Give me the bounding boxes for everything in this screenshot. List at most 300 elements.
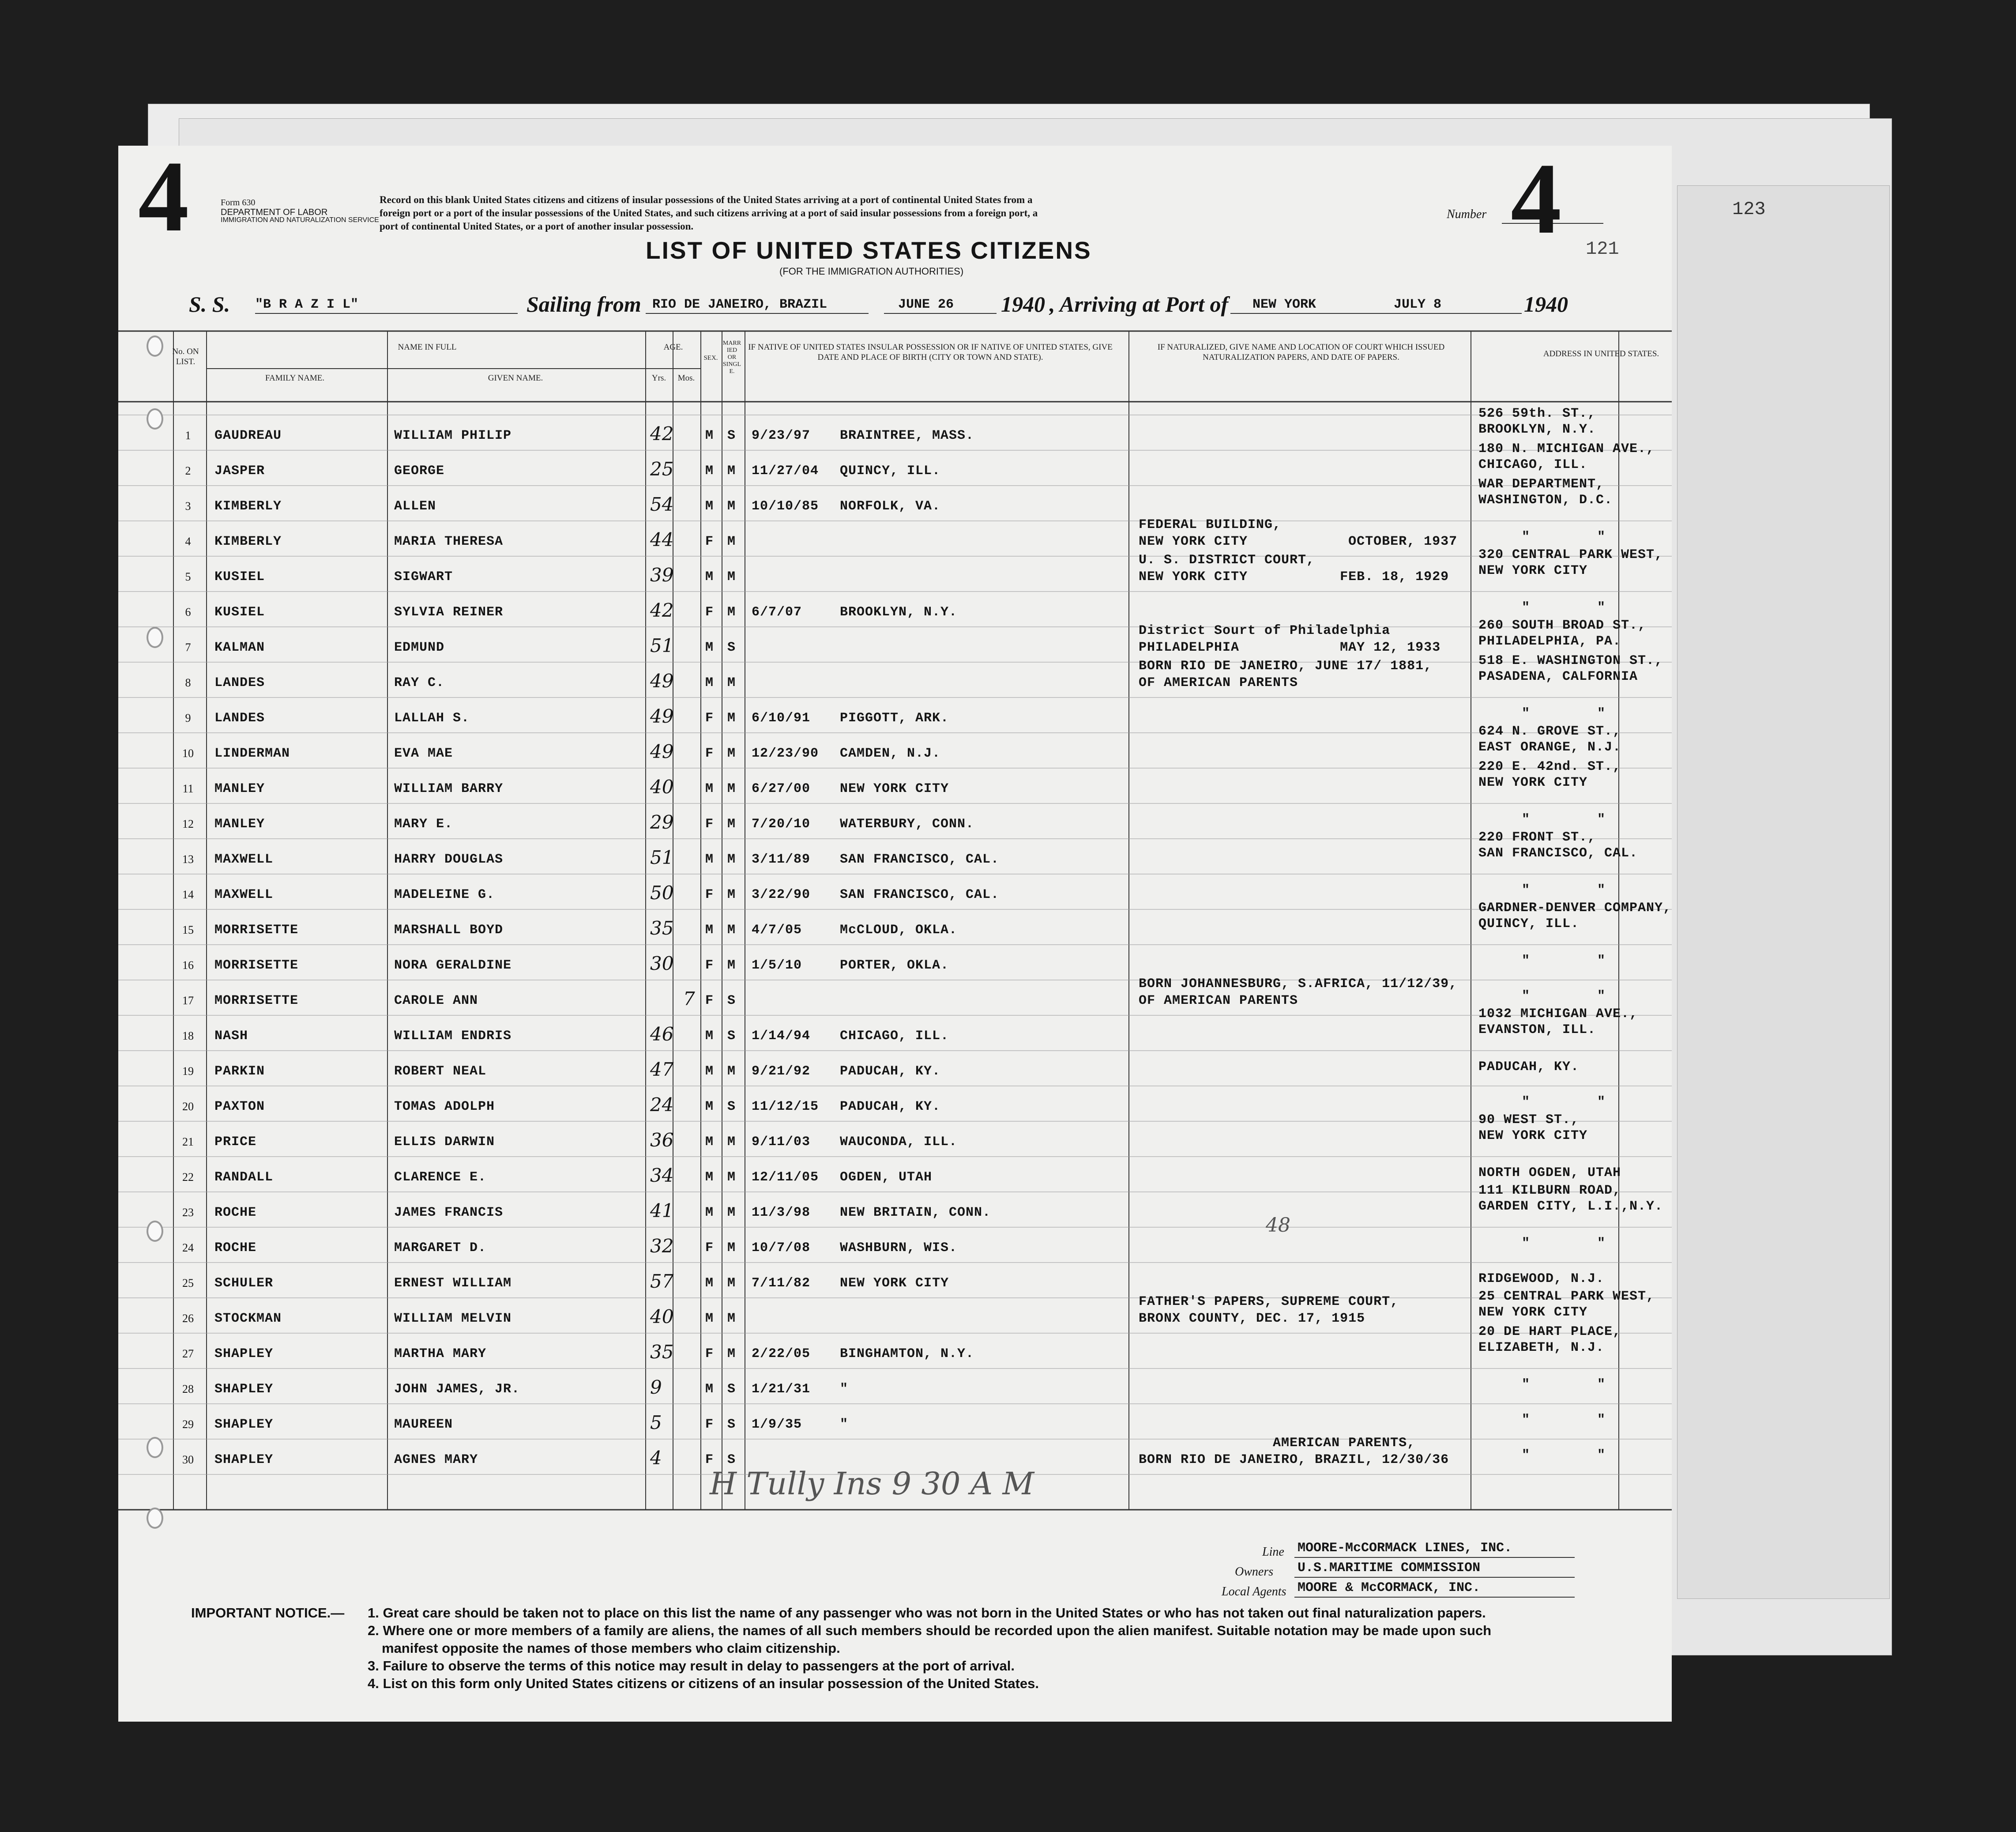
address-line: " " bbox=[1522, 706, 1606, 721]
address-line: EVANSTON, ILL. bbox=[1478, 1022, 1596, 1037]
age-years: 49 bbox=[650, 670, 674, 692]
header-name-in-full: NAME IN FULL bbox=[398, 343, 457, 352]
address-line: " " bbox=[1522, 954, 1606, 969]
given-name: RAY C. bbox=[394, 675, 445, 690]
line-value: MOORE-McCORMACK LINES, INC. bbox=[1298, 1541, 1512, 1556]
date-of-birth: 3/11/89 bbox=[752, 852, 811, 867]
age-years: 40 bbox=[650, 1306, 674, 1327]
date-of-birth: 9/21/92 bbox=[752, 1064, 811, 1079]
given-name: MAUREEN bbox=[394, 1417, 453, 1432]
place-of-birth: CAMDEN, N.J. bbox=[840, 746, 941, 761]
row-number: 16 bbox=[182, 959, 194, 972]
row-number: 19 bbox=[182, 1065, 194, 1078]
given-name: CLARENCE E. bbox=[394, 1170, 487, 1185]
given-name: EVA MAE bbox=[394, 746, 453, 761]
address-line: 260 SOUTH BROAD ST., bbox=[1478, 618, 1647, 633]
row-number: 25 bbox=[182, 1277, 194, 1289]
address-line: " " bbox=[1522, 1095, 1606, 1110]
binder-hole bbox=[147, 1437, 163, 1458]
header-native: IF NATIVE OF UNITED STATES INSULAR POSSESSION OR IF NATIVE OF UNITED STATES, GIVE DATE AND PLACE OF BIRTH (CITY OR TOWN AND STATE). bbox=[748, 343, 1113, 362]
family-name: SHAPLEY bbox=[214, 1346, 274, 1361]
sex: M bbox=[705, 1311, 714, 1326]
marital-status: S bbox=[727, 993, 736, 1008]
given-name: AGNES MARY bbox=[394, 1452, 478, 1467]
sex: M bbox=[705, 675, 714, 690]
family-name: LANDES bbox=[214, 675, 265, 690]
sailing-label: Sailing from bbox=[527, 292, 641, 317]
header-family-name: FAMILY NAME. bbox=[265, 373, 325, 383]
marital-status: M bbox=[727, 1064, 736, 1079]
date-of-birth: 4/7/05 bbox=[752, 923, 802, 938]
sex: F bbox=[705, 958, 714, 973]
sex: M bbox=[705, 1205, 714, 1220]
age-years: 44 bbox=[650, 529, 674, 550]
sex: M bbox=[705, 1135, 714, 1150]
place-of-birth: PORTER, OKLA. bbox=[840, 958, 949, 973]
sex: F bbox=[705, 887, 714, 902]
place-of-birth: " bbox=[840, 1382, 849, 1397]
age-years: 42 bbox=[650, 599, 674, 621]
marital-status: M bbox=[727, 534, 736, 549]
marital-status: S bbox=[727, 1099, 736, 1114]
row-number: 23 bbox=[182, 1206, 194, 1219]
naturalization-note-line: FATHER'S PAPERS, SUPREME COURT, bbox=[1139, 1294, 1399, 1309]
arrival-date: JULY 8 bbox=[1394, 297, 1442, 312]
given-name: MARIA THERESA bbox=[394, 534, 504, 549]
handwritten-48: 48 bbox=[1266, 1214, 1290, 1236]
header-mos: Mos. bbox=[677, 373, 695, 383]
date-of-birth: 10/10/85 bbox=[752, 499, 819, 514]
marital-status: S bbox=[727, 428, 736, 443]
naturalization-note-line: OF AMERICAN PARENTS bbox=[1139, 675, 1298, 690]
place-of-birth: WAUCONDA, ILL. bbox=[840, 1135, 958, 1150]
marital-status: M bbox=[727, 817, 736, 832]
address-line: 518 E. WASHINGTON ST., bbox=[1478, 653, 1663, 668]
address-line: 320 CENTRAL PARK WEST, bbox=[1478, 547, 1663, 562]
place-of-birth: NEW YORK CITY bbox=[840, 1276, 949, 1291]
naturalization-note-line: BRONX COUNTY, DEC. 17, 1915 bbox=[1139, 1311, 1365, 1326]
date-of-birth: 1/9/35 bbox=[752, 1417, 802, 1432]
header-naturalized: IF NATURALIZED, GIVE NAME AND LOCATION OF COURT WHICH ISSUED NATURALIZATION PAPERS, AND DATE OF PAPERS. bbox=[1157, 343, 1445, 362]
row-number: 9 bbox=[185, 712, 191, 724]
age-years: 5 bbox=[650, 1412, 662, 1433]
given-name: JAMES FRANCIS bbox=[394, 1205, 504, 1220]
marital-status: S bbox=[727, 1029, 736, 1044]
marital-status: M bbox=[727, 569, 736, 584]
age-years: 35 bbox=[650, 917, 674, 939]
family-name: MANLEY bbox=[214, 781, 265, 796]
place-of-birth: BRAINTREE, MASS. bbox=[840, 428, 974, 443]
row-number: 24 bbox=[182, 1241, 194, 1254]
sex: M bbox=[705, 464, 714, 479]
age-years: 39 bbox=[650, 564, 674, 586]
date-of-birth: 3/22/90 bbox=[752, 887, 811, 902]
age-years: 49 bbox=[650, 741, 674, 762]
address-line: " " bbox=[1522, 530, 1606, 545]
sex: M bbox=[705, 781, 714, 796]
place-of-birth: PADUCAH, KY. bbox=[840, 1099, 941, 1114]
row-number: 28 bbox=[182, 1383, 194, 1395]
arriving-label: , Arriving at Port of bbox=[1049, 292, 1229, 317]
marital-status: M bbox=[727, 675, 736, 690]
row-number: 29 bbox=[182, 1418, 194, 1431]
address-line: 111 KILBURN ROAD, bbox=[1478, 1183, 1621, 1198]
family-name: MAXWELL bbox=[214, 852, 274, 867]
given-name: WILLIAM PHILIP bbox=[394, 428, 512, 443]
marital-status: S bbox=[727, 1452, 736, 1467]
address-line: " " bbox=[1522, 1236, 1606, 1251]
family-name: PRICE bbox=[214, 1135, 257, 1150]
row-number: 5 bbox=[185, 570, 191, 583]
date-of-birth: 11/12/15 bbox=[752, 1099, 819, 1114]
date-of-birth: 6/7/07 bbox=[752, 605, 802, 620]
notice-item-4: 4. List on this form only United States citizens or citizens of an insular possession of the United States. bbox=[368, 1676, 1039, 1691]
given-name: ERNEST WILLIAM bbox=[394, 1276, 512, 1291]
given-name: JOHN JAMES, JR. bbox=[394, 1382, 520, 1397]
age-years: 51 bbox=[650, 635, 674, 656]
row-number: 14 bbox=[182, 888, 194, 901]
row-number: 1 bbox=[185, 429, 191, 442]
date-of-birth: 7/20/10 bbox=[752, 817, 811, 832]
family-name: KIMBERLY bbox=[214, 534, 282, 549]
family-name: KIMBERLY bbox=[214, 499, 282, 514]
sex: F bbox=[705, 1346, 714, 1361]
sex: M bbox=[705, 428, 714, 443]
owners-label: Owners bbox=[1235, 1565, 1274, 1579]
naturalization-note-line: BORN RIO DE JANEIRO, JUNE 17/ 1881, bbox=[1139, 659, 1433, 674]
binder-hole bbox=[147, 335, 163, 357]
naturalization-note-line: District Sourt of Philadelphia bbox=[1139, 623, 1391, 638]
age-years: 40 bbox=[650, 776, 674, 798]
given-name: SYLVIA REINER bbox=[394, 605, 504, 620]
sex: M bbox=[705, 1099, 714, 1114]
sailing-year: 1940 bbox=[1001, 292, 1045, 317]
family-name: ROCHE bbox=[214, 1240, 257, 1255]
marital-status: M bbox=[727, 923, 736, 938]
age-years: 30 bbox=[650, 953, 674, 974]
row-number: 11 bbox=[182, 782, 194, 795]
age-years: 42 bbox=[650, 423, 674, 445]
given-name: HARRY DOUGLAS bbox=[394, 852, 504, 867]
arrival-year: 1940 bbox=[1524, 292, 1568, 317]
marital-status: M bbox=[727, 1240, 736, 1255]
family-name: KALMAN bbox=[214, 640, 265, 655]
age-years: 35 bbox=[650, 1341, 674, 1363]
naturalization-note-line: FEDERAL BUILDING, bbox=[1139, 517, 1282, 532]
marital-status: M bbox=[727, 464, 736, 479]
service: IMMIGRATION AND NATURALIZATION SERVICE bbox=[221, 216, 379, 224]
date-of-birth: 1/5/10 bbox=[752, 958, 802, 973]
date-of-birth: 11/3/98 bbox=[752, 1205, 811, 1220]
page-number: 121 bbox=[1586, 238, 1619, 260]
date-of-birth: 1/21/31 bbox=[752, 1382, 811, 1397]
date-of-birth: 9/23/97 bbox=[752, 428, 811, 443]
address-line: " " bbox=[1522, 1377, 1606, 1392]
header-married: MARRIED OR SINGLE. bbox=[722, 340, 741, 375]
sex: F bbox=[705, 1417, 714, 1432]
family-name: MORRISETTE bbox=[214, 958, 299, 973]
age-years: 49 bbox=[650, 705, 674, 727]
family-name: SCHULER bbox=[214, 1276, 274, 1291]
age-years: 47 bbox=[650, 1059, 674, 1080]
date-of-birth: 6/10/91 bbox=[752, 711, 811, 726]
family-name: JASPER bbox=[214, 464, 265, 479]
sailing-from: RIO DE JANEIRO, BRAZIL bbox=[652, 297, 827, 312]
header-yrs: Yrs. bbox=[651, 373, 666, 383]
family-name: SHAPLEY bbox=[214, 1417, 274, 1432]
place-of-birth: PADUCAH, KY. bbox=[840, 1064, 941, 1079]
address-line: " " bbox=[1522, 600, 1606, 615]
given-name: MARGARET D. bbox=[394, 1240, 487, 1255]
stack-page-number: 123 bbox=[1732, 199, 1766, 220]
marital-status: M bbox=[727, 1170, 736, 1185]
date-of-birth: 2/22/05 bbox=[752, 1346, 811, 1361]
subtitle: (FOR THE IMMIGRATION AUTHORITIES) bbox=[779, 266, 964, 277]
row-number: 10 bbox=[182, 747, 194, 760]
sex: M bbox=[705, 1170, 714, 1185]
sex: M bbox=[705, 1029, 714, 1044]
date-of-birth: 11/27/04 bbox=[752, 464, 819, 479]
footer-underlines bbox=[118, 1536, 1672, 1602]
sex: F bbox=[705, 993, 714, 1008]
place-of-birth: QUINCY, ILL. bbox=[840, 464, 941, 479]
given-name: CAROLE ANN bbox=[394, 993, 478, 1008]
marital-status: M bbox=[727, 1205, 736, 1220]
row-number: 3 bbox=[185, 500, 191, 513]
address-line: 1032 MICHIGAN AVE., bbox=[1478, 1006, 1638, 1022]
agents-label: Local Agents bbox=[1222, 1585, 1286, 1598]
department: DEPARTMENT OF LABOR bbox=[221, 207, 328, 217]
marital-status: M bbox=[727, 1311, 736, 1326]
address-line: 220 FRONT ST., bbox=[1478, 830, 1596, 845]
instruction-line: Record on this blank United States citizens and citizens of insular possessions of the United States arriving at a port of continental United States from a bbox=[380, 194, 1033, 205]
given-name: EDMUND bbox=[394, 640, 445, 655]
ship-name: "B R A Z I L" bbox=[255, 297, 359, 312]
age-years: 25 bbox=[650, 458, 674, 480]
place-of-birth: PIGGOTT, ARK. bbox=[840, 711, 949, 726]
sex: F bbox=[705, 817, 714, 832]
title: LIST OF UNITED STATES CITIZENS bbox=[646, 237, 1092, 264]
header-given-name: GIVEN NAME. bbox=[488, 373, 543, 383]
row-number: 15 bbox=[182, 924, 194, 936]
address-line: ELIZABETH, N.J. bbox=[1478, 1340, 1605, 1355]
family-name: KUSIEL bbox=[214, 569, 265, 584]
age-years: 54 bbox=[650, 494, 674, 515]
given-name: WILLIAM BARRY bbox=[394, 781, 504, 796]
given-name: MARTHA MARY bbox=[394, 1346, 487, 1361]
address-line: 90 WEST ST., bbox=[1478, 1112, 1580, 1127]
row-number: 27 bbox=[182, 1347, 194, 1360]
row-number: 7 bbox=[185, 641, 191, 654]
sex: F bbox=[705, 605, 714, 620]
marital-status: M bbox=[727, 1135, 736, 1150]
age-years: 32 bbox=[650, 1235, 674, 1257]
date-of-birth: 1/14/94 bbox=[752, 1029, 811, 1044]
family-name: LANDES bbox=[214, 711, 265, 726]
address-line: PHILADELPHIA, PA. bbox=[1478, 634, 1621, 649]
marital-status: S bbox=[727, 1382, 736, 1397]
family-name: STOCKMAN bbox=[214, 1311, 282, 1326]
family-name: RANDALL bbox=[214, 1170, 274, 1185]
place-of-birth: NEW BRITAIN, CONN. bbox=[840, 1205, 991, 1220]
age-years: 29 bbox=[650, 811, 674, 833]
given-name: WILLIAM ENDRIS bbox=[394, 1029, 512, 1044]
row-number: 4 bbox=[185, 535, 191, 548]
naturalization-note-line: PHILADELPHIA MAY 12, 1933 bbox=[1139, 640, 1441, 655]
binder-hole bbox=[147, 627, 163, 648]
family-name: PARKIN bbox=[214, 1064, 265, 1079]
place-of-birth: BINGHAMTON, N.Y. bbox=[840, 1346, 974, 1361]
back-sheet-3 bbox=[1677, 185, 1890, 1599]
given-name: ROBERT NEAL bbox=[394, 1064, 487, 1079]
given-name: MARSHALL BOYD bbox=[394, 923, 504, 938]
form-number: Form 630 bbox=[221, 198, 256, 207]
header-age: AGE. bbox=[663, 343, 683, 352]
sex: M bbox=[705, 569, 714, 584]
header-sex: SEX. bbox=[703, 354, 718, 362]
date-of-birth: 6/27/00 bbox=[752, 781, 811, 796]
row-number: 2 bbox=[185, 464, 191, 477]
place-of-birth: CHICAGO, ILL. bbox=[840, 1029, 949, 1044]
address-line: PASADENA, CALFORNIA bbox=[1478, 669, 1638, 684]
row-number: 17 bbox=[182, 994, 194, 1007]
naturalization-note-line: NEW YORK CITY OCTOBER, 1937 bbox=[1139, 534, 1458, 549]
age-years: 34 bbox=[650, 1165, 674, 1186]
row-number: 18 bbox=[182, 1029, 194, 1042]
family-name: SHAPLEY bbox=[214, 1452, 274, 1467]
age-years: 50 bbox=[650, 882, 674, 904]
address-line: RIDGEWOOD, N.J. bbox=[1478, 1271, 1605, 1286]
address-line: WAR DEPARTMENT, bbox=[1478, 477, 1605, 492]
notice-heading: IMPORTANT NOTICE.— bbox=[191, 1605, 345, 1621]
age-years: 36 bbox=[650, 1129, 674, 1151]
family-name: KUSIEL bbox=[214, 605, 265, 620]
date-of-birth: 10/7/08 bbox=[752, 1240, 811, 1255]
naturalization-note-line: BORN JOHANNESBURG, S.AFRICA, 11/12/39, bbox=[1139, 976, 1458, 991]
address-line: CHICAGO, ILL. bbox=[1478, 457, 1588, 472]
address-line: 624 N. GROVE ST., bbox=[1478, 724, 1621, 739]
row-number: 30 bbox=[182, 1453, 194, 1466]
address-line: QUINCY, ILL. bbox=[1478, 916, 1580, 931]
owners-value: U.S.MARITIME COMMISSION bbox=[1298, 1561, 1481, 1576]
line-label: Line bbox=[1262, 1545, 1284, 1559]
given-name: TOMAS ADOLPH bbox=[394, 1099, 495, 1114]
marital-status: M bbox=[727, 781, 736, 796]
sex: M bbox=[705, 640, 714, 655]
given-name: LALLAH S. bbox=[394, 711, 470, 726]
sex: M bbox=[705, 923, 714, 938]
given-name: MADELEINE G. bbox=[394, 887, 495, 902]
arrival-port: NEW YORK bbox=[1252, 297, 1316, 312]
address-line: " " bbox=[1522, 883, 1606, 898]
given-name: WILLIAM MELVIN bbox=[394, 1311, 512, 1326]
family-name: MORRISETTE bbox=[214, 923, 299, 938]
age-years: 9 bbox=[650, 1376, 662, 1398]
marital-status: S bbox=[727, 1417, 736, 1432]
binder-hole bbox=[147, 1508, 163, 1529]
given-name: ALLEN bbox=[394, 499, 436, 514]
given-name: NORA GERALDINE bbox=[394, 958, 512, 973]
family-name: SHAPLEY bbox=[214, 1382, 274, 1397]
address-line: 180 N. MICHIGAN AVE., bbox=[1478, 441, 1655, 456]
place-of-birth: OGDEN, UTAH bbox=[840, 1170, 933, 1185]
address-line: SAN FRANCISCO, CAL. bbox=[1478, 846, 1638, 861]
address-line: NORTH OGDEN, UTAH bbox=[1478, 1165, 1621, 1180]
naturalization-note-line: U. S. DISTRICT COURT, bbox=[1139, 553, 1315, 568]
given-name: MARY E. bbox=[394, 817, 453, 832]
naturalization-note-line: BORN RIO DE JANEIRO, BRAZIL, 12/30/36 bbox=[1139, 1452, 1449, 1467]
address-line: BROOKLYN, N.Y. bbox=[1478, 422, 1596, 437]
binder-hole bbox=[147, 1221, 163, 1242]
row-number: 13 bbox=[182, 853, 194, 866]
header-address: ADDRESS IN UNITED STATES. bbox=[1543, 349, 1659, 358]
sex: M bbox=[705, 852, 714, 867]
instruction-line: port of continental United States, or a port of another insular possession. bbox=[380, 221, 694, 232]
agents-value: MOORE & McCORMACK, INC. bbox=[1298, 1580, 1481, 1595]
address-line: " " bbox=[1522, 989, 1606, 1004]
address-line: PADUCAH, KY. bbox=[1478, 1059, 1580, 1074]
notice-item-3: 3. Failure to observe the terms of this notice may result in delay to passengers at the port of arrival. bbox=[368, 1658, 1015, 1674]
sex: F bbox=[705, 1240, 714, 1255]
address-line: 20 DE HART PLACE, bbox=[1478, 1324, 1621, 1339]
row-number: 6 bbox=[185, 606, 191, 618]
place-of-birth: WATERBURY, CONN. bbox=[840, 817, 974, 832]
notice-item-2: 2. Where one or more members of a family are aliens, the names of all such members should be recorded upon the alien manifest. Suitable notation may be made upon such bbox=[368, 1623, 1492, 1638]
place-of-birth: WASHBURN, WIS. bbox=[840, 1240, 958, 1255]
row-number: 26 bbox=[182, 1312, 194, 1325]
age-years: 24 bbox=[650, 1094, 674, 1116]
address-line: " " bbox=[1522, 812, 1606, 827]
ss-label: S. S. bbox=[189, 292, 230, 317]
date-of-birth: 7/11/82 bbox=[752, 1276, 811, 1291]
address-line: GARDNER-DENVER COMPANY, bbox=[1478, 901, 1672, 916]
manifest-sheet bbox=[118, 140, 1672, 1722]
big-number-right: 4 bbox=[1511, 142, 1561, 255]
sex: F bbox=[705, 534, 714, 549]
address-line: NEW YORK CITY bbox=[1478, 775, 1588, 790]
given-name: ELLIS DARWIN bbox=[394, 1135, 495, 1150]
place-of-birth: SAN FRANCISCO, CAL. bbox=[840, 852, 1000, 867]
address-line: EAST ORANGE, N.J. bbox=[1478, 740, 1621, 755]
number-label: Number bbox=[1447, 207, 1487, 221]
marital-status: M bbox=[727, 746, 736, 761]
age-years: 46 bbox=[650, 1023, 674, 1045]
address-line: 25 CENTRAL PARK WEST, bbox=[1478, 1289, 1655, 1304]
address-line: NEW YORK CITY bbox=[1478, 1128, 1588, 1143]
address-line: WASHINGTON, D.C. bbox=[1478, 493, 1613, 508]
address-line: 526 59th. ST., bbox=[1478, 406, 1596, 421]
marital-status: M bbox=[727, 887, 736, 902]
sex: M bbox=[705, 1382, 714, 1397]
address-line: " " bbox=[1522, 1413, 1606, 1428]
marital-status: M bbox=[727, 711, 736, 726]
place-of-birth: NEW YORK CITY bbox=[840, 781, 949, 796]
date-of-birth: 12/11/05 bbox=[752, 1170, 819, 1185]
row-number: 21 bbox=[182, 1135, 194, 1148]
naturalization-note-line: OF AMERICAN PARENTS bbox=[1139, 993, 1298, 1008]
marital-status: M bbox=[727, 1346, 736, 1361]
header-no: No. ON LIST. bbox=[172, 347, 199, 366]
family-name: MANLEY bbox=[214, 817, 265, 832]
big-number-left: 4 bbox=[138, 140, 189, 253]
sex: M bbox=[705, 499, 714, 514]
family-name: MAXWELL bbox=[214, 887, 274, 902]
place-of-birth: SAN FRANCISCO, CAL. bbox=[840, 887, 1000, 902]
row-number: 20 bbox=[182, 1100, 194, 1113]
age-years: 57 bbox=[650, 1270, 674, 1292]
marital-status: M bbox=[727, 852, 736, 867]
address-line: GARDEN CITY, L.I.,N.Y. bbox=[1478, 1199, 1663, 1214]
